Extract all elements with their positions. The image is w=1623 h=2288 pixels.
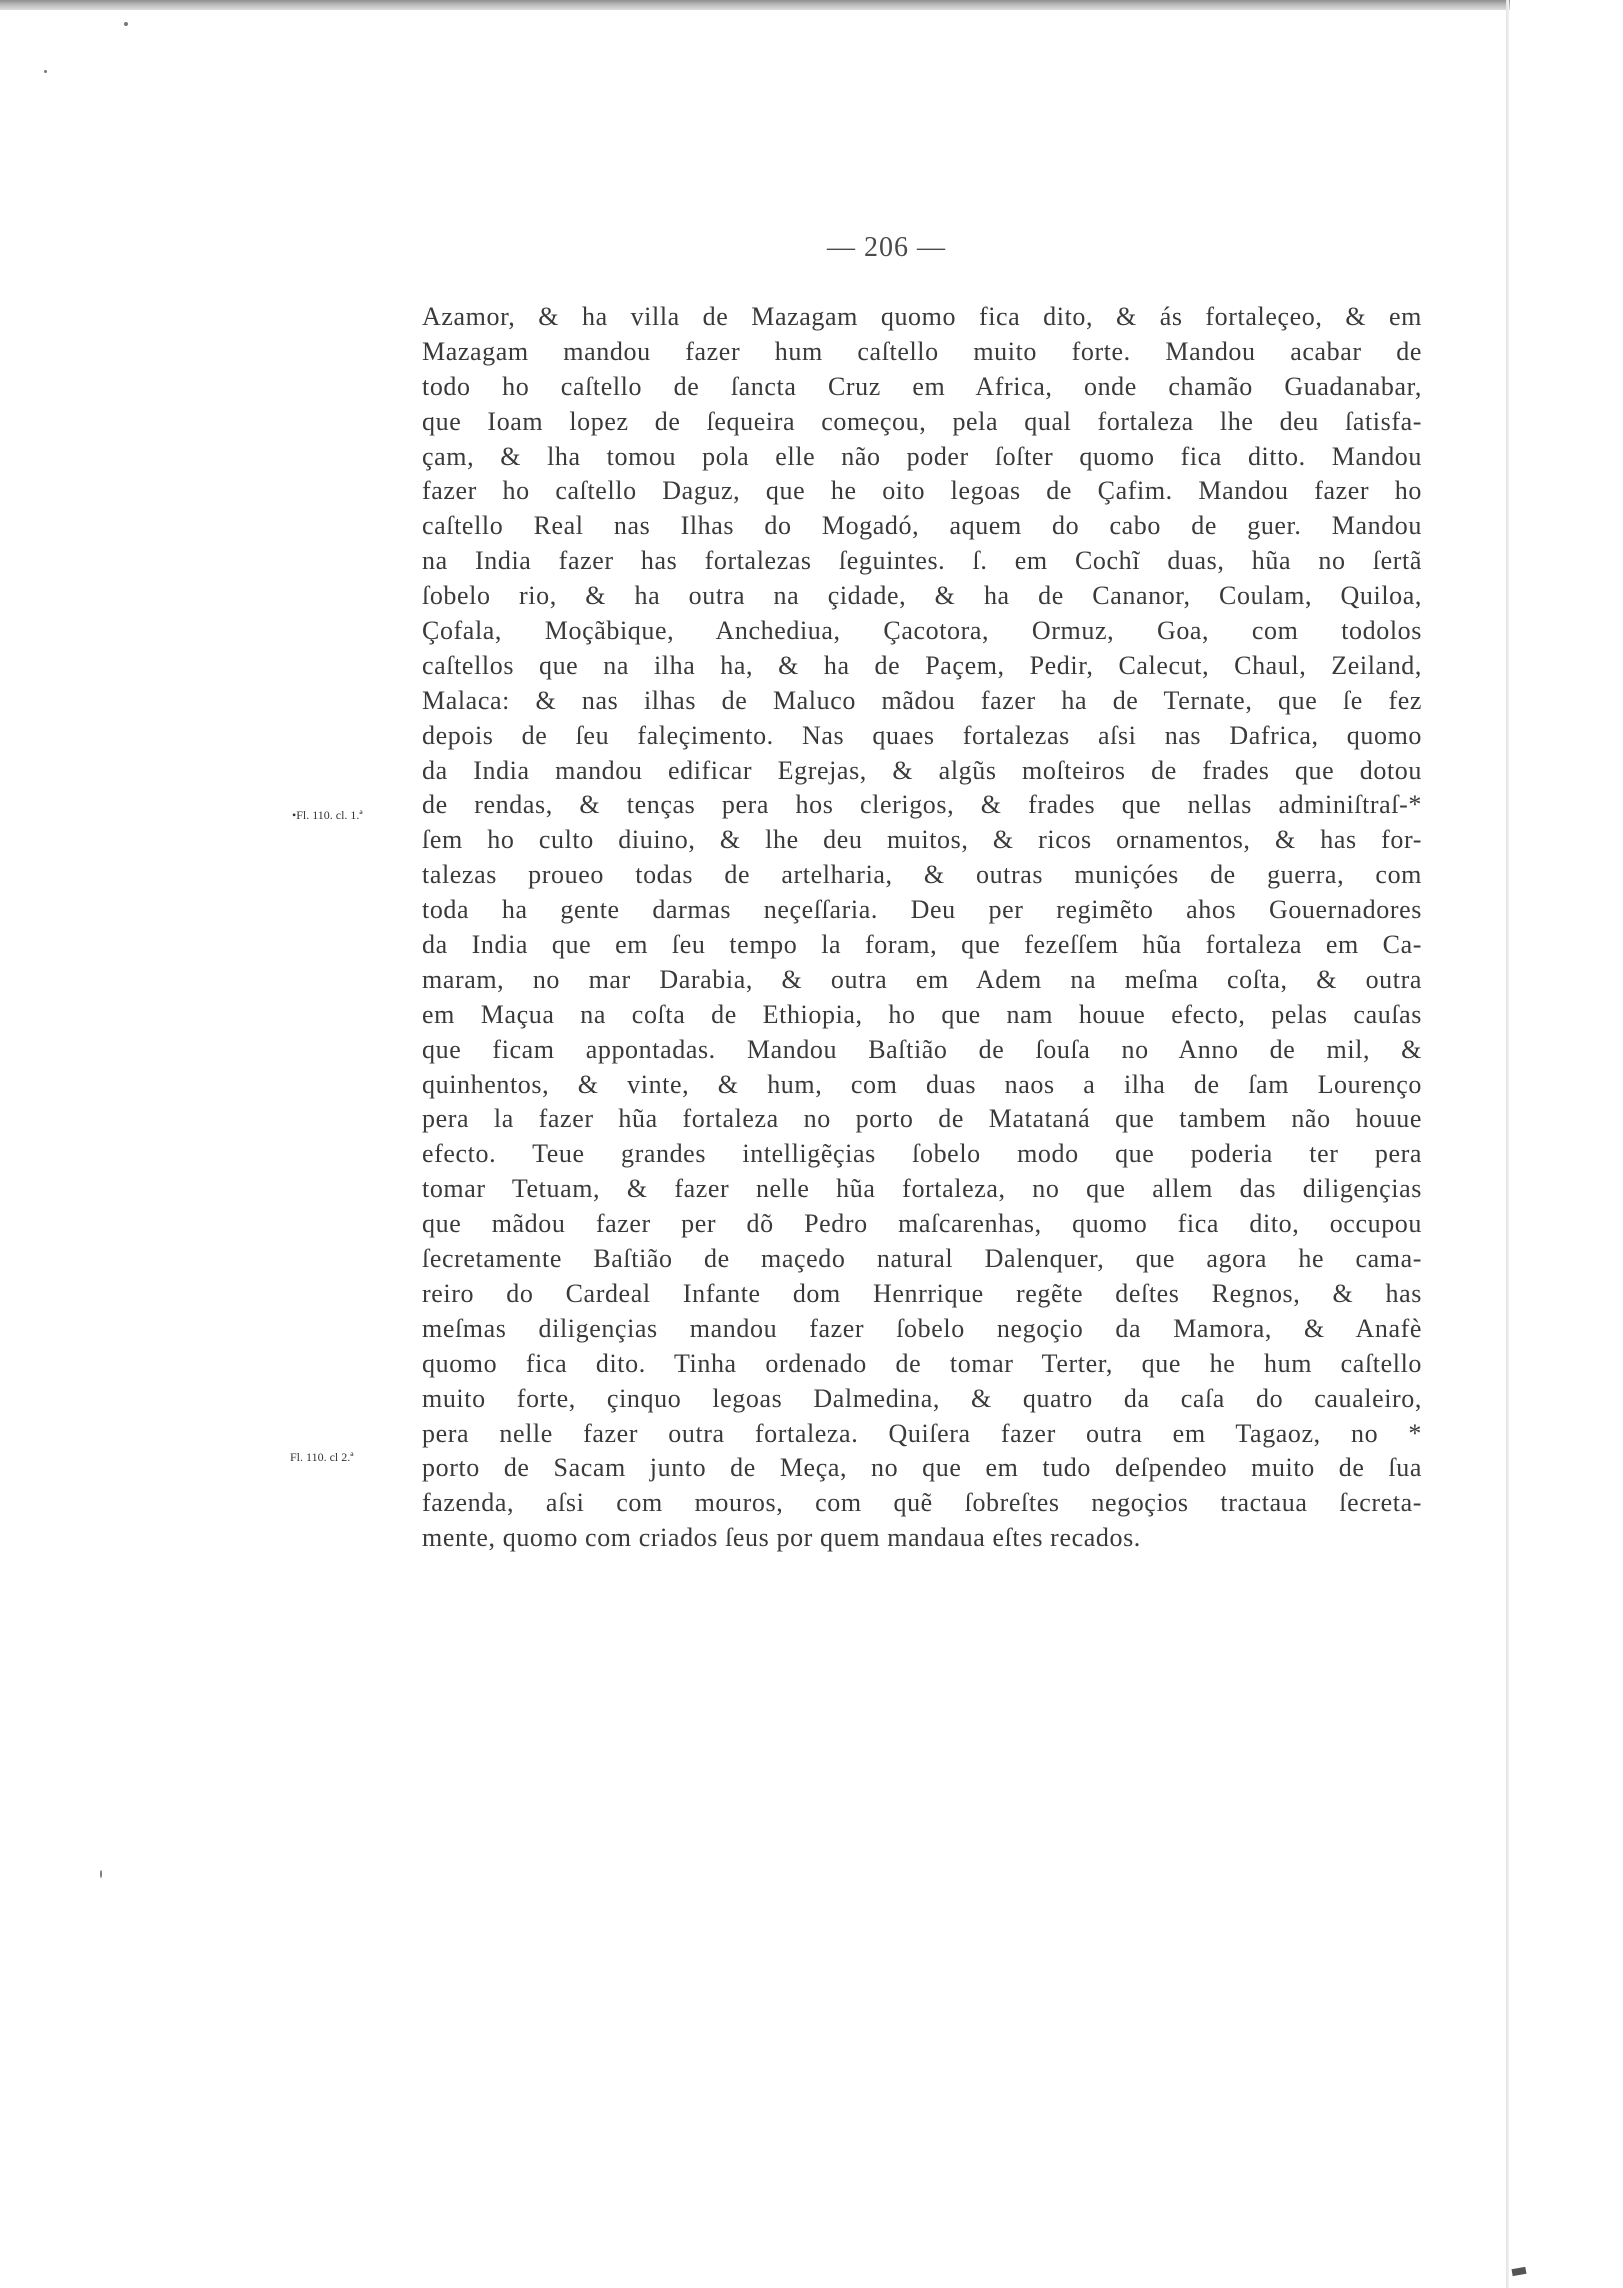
scan-speck bbox=[100, 1870, 102, 1878]
text-line: tomar Tetuam, & fazer nelle hũa fortaleza, no que allem das diligençias bbox=[422, 1174, 1422, 1204]
text-line: porto de Sacam junto de Meça, no que em tudo deſpendeo muito de ſua bbox=[422, 1453, 1422, 1483]
text-line: de rendas, & tenças pera hos clerigos, & frades que nellas adminiſtraſ-* bbox=[422, 790, 1422, 820]
scan-corner-mark bbox=[1511, 2267, 1526, 2276]
text-line: toda ha gente darmas neçeſſaria. Deu per regimẽto ahos Gouernadores bbox=[422, 895, 1422, 925]
text-line: efecto. Teue grandes intelligẽçias ſobelo modo que poderia ter pera bbox=[422, 1139, 1422, 1169]
text-line: maram, no mar Darabia, & outra em Adem na meſma coſta, & outra bbox=[422, 964, 1422, 994]
text-line-last: mente, quomo com criados ſeus por quem mandaua eſtes recados. bbox=[422, 1523, 1141, 1553]
text-line: fazer ho caſtello Daguz, que he oito legoas de Çafim. Mandou fazer ho bbox=[422, 476, 1422, 506]
text-line: depois de ſeu faleçimento. Nas quaes fortalezas aſsi nas Dafrica, quomo bbox=[422, 720, 1422, 750]
text-line: Çofala, Moçãbique, Anchediua, Çacotora, Ormuz, Goa, com todolos bbox=[422, 616, 1422, 646]
margin-note-folio-2: Fl. 110. cl 2.ª bbox=[290, 1450, 354, 1464]
text-line: reiro do Cardeal Infante dom Henrrique regẽte deſtes Regnos, & has bbox=[422, 1278, 1422, 1308]
page-number: — 206 — bbox=[827, 232, 946, 263]
body-text bbox=[422, 300, 1422, 1556]
text-line: pera nelle fazer outra fortaleza. Quiſera fazer outra em Tagaoz, no * bbox=[422, 1418, 1422, 1448]
text-line: caſtellos que na ilha ha, & ha de Paçem, Pedir, Calecut, Chaul, Zeiland, bbox=[422, 650, 1422, 680]
scan-speck bbox=[124, 22, 128, 26]
text-line: ſem ho culto diuino, & lhe deu muitos, & ricos ornamentos, & has for- bbox=[422, 825, 1422, 855]
text-line: muito forte, çinquo legoas Dalmedina, & quatro da caſa do caualeiro, bbox=[422, 1383, 1422, 1413]
text-line: talezas proueo todas de artelharia, & outras muniçóes de guerra, com bbox=[422, 860, 1422, 890]
text-line: pera la fazer hũa fortaleza no porto de Matataná que tambem não houue bbox=[422, 1104, 1422, 1134]
text-line: Malaca: & nas ilhas de Maluco mãdou fazer ha de Ternate, que ſe fez bbox=[422, 685, 1422, 715]
text-line: ſobelo rio, & ha outra na çidade, & ha de Cananor, Coulam, Quiloa, bbox=[422, 581, 1422, 611]
text-line: meſmas diligençias mandou fazer ſobelo negoçio da Mamora, & Anafè bbox=[422, 1313, 1422, 1343]
text-line: na India fazer has fortalezas ſeguintes. ſ. em Cochĩ duas, hũa no ſertã bbox=[422, 546, 1422, 576]
text-line: Azamor, & ha villa de Mazagam quomo fica dito, & ás fortaleçeo, & em bbox=[422, 302, 1422, 331]
margin-note-folio-1: •Fl. 110. cl. 1.ª bbox=[292, 808, 363, 822]
text-line: quinhentos, & vinte, & hum, com duas naos a ilha de ſam Lourenço bbox=[422, 1069, 1422, 1099]
text-line: Mazagam mandou fazer hum caſtello muito forte. Mandou acabar de bbox=[422, 336, 1422, 366]
text-line: todo ho caſtello de ſancta Cruz em Africa, onde chamão Guadanabar, bbox=[422, 371, 1422, 401]
text-line: que Ioam lopez de ſequeira começou, pela qual fortaleza lhe deu ſatisfa- bbox=[422, 406, 1422, 436]
text-line: fazenda, aſsi com mouros, com quẽ ſobreſtes negoçios tractaua ſecreta- bbox=[422, 1488, 1422, 1518]
text-line: em Maçua na coſta de Ethiopia, ho que nam houue efecto, pelas cauſas bbox=[422, 999, 1422, 1029]
text-line: que ficam appontadas. Mandou Baſtião de ſouſa no Anno de mil, & bbox=[422, 1034, 1422, 1064]
text-line: ſecretamente Baſtião de maçedo natural Dalenquer, que agora he cama- bbox=[422, 1244, 1422, 1274]
text-line: que mãdou fazer per dõ Pedro maſcarenhas, quomo fica dito, occupou bbox=[422, 1209, 1422, 1239]
text-line: da India mandou edificar Egrejas, & algũs moſteiros de frades que dotou bbox=[422, 755, 1422, 785]
scan-speck bbox=[44, 70, 47, 73]
text-line: caſtello Real nas Ilhas do Mogadó, aquem do cabo de guer. Mandou bbox=[422, 511, 1422, 541]
text-line: da India que em ſeu tempo la foram, que fezeſſem hũa fortaleza em Ca- bbox=[422, 930, 1422, 960]
text-line: çam, & lha tomou pola elle não poder ſoſter quomo fica ditto. Mandou bbox=[422, 441, 1422, 471]
text-line: quomo fica dito. Tinha ordenado de tomar Terter, que he hum caſtello bbox=[422, 1348, 1422, 1378]
